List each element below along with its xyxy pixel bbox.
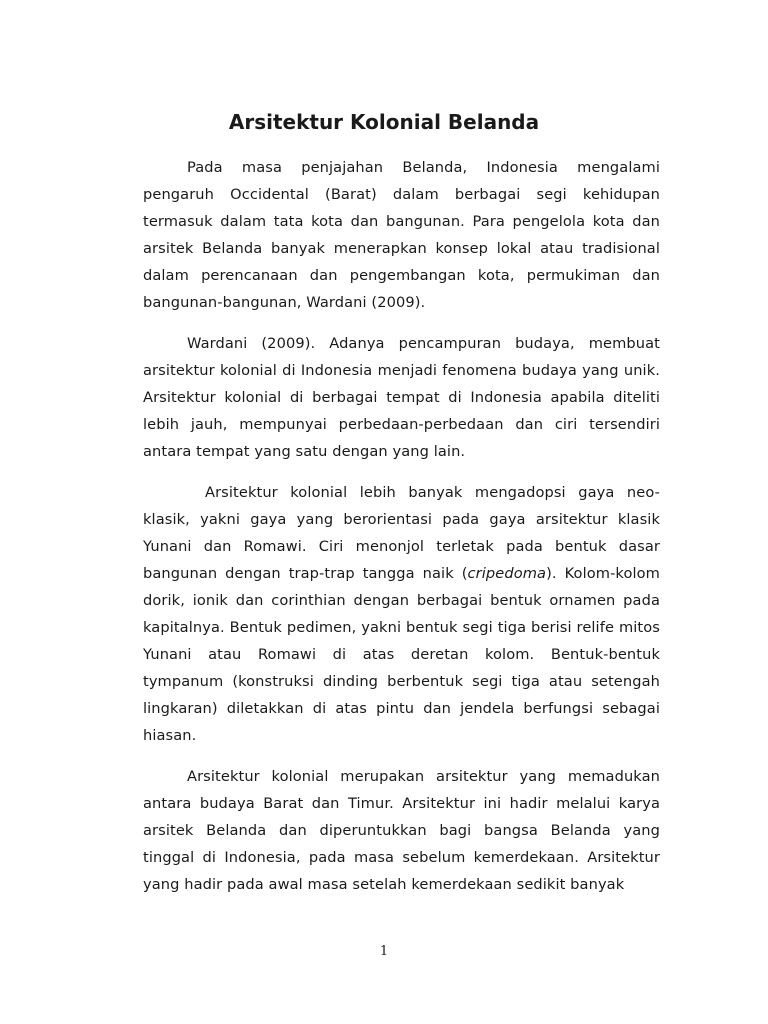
paragraph-2: Wardani (2009). Adanya pencampuran budaya, membuat arsitektur kolonial di Indonesia menjadi fenomena budaya yang unik. Arsitektur kolonial di berbagai tempat di Indonesia apabila diteliti lebih jauh, mempunyai perbedaan-perbedaan dan ciri tersendiri antara tempat yang satu dengan yang lain. <box>143 335 660 460</box>
page-title: Arsitektur Kolonial Belanda <box>228 110 540 134</box>
page-number: 1 <box>379 944 389 959</box>
paragraph-4: Arsitektur kolonial merupakan arsitektur yang memadukan antara budaya Barat dan Timur. Arsitektur ini hadir melalui karya arsitek Belanda dan diperuntukkan bagi bangsa Belanda yang tinggal di Indonesia, pada masa sebelum kemerdekaan. Arsitektur yang hadir pada awal masa setelah kemerdekaan sedikit banyak <box>143 768 660 893</box>
paragraph-3-text-end: ). Kolom-kolom dorik, ionik dan corinthian dengan berbagai bentuk ornamen pada kapitalnya. Bentuk pedimen, yakni bentuk segi tiga berisi relife mitos Yunani atau Romawi di atas deretan kolom. Bentuk-bentuk tympanum (konstruksi dinding berbentuk segi tiga atau setengah lingkaran) diletakkan di atas pintu dan jendela berfungsi sebagai hiasan. <box>143 565 660 744</box>
paragraph-3 <box>143 479 660 749</box>
paragraph-3-italic-term: cripedoma <box>467 565 547 582</box>
paragraph-3-text-start: Arsitektur kolonial lebih banyak mengadopsi gaya neo-klasik, yakni gaya yang berorientasi pada gaya arsitektur klasik Yunani dan Romawi. Ciri menonjol terletak pada bentuk dasar bangunan dengan trap-trap tangga naik ( <box>143 484 660 582</box>
paragraph-1: Pada masa penjajahan Belanda, Indonesia mengalami pengaruh Occidental (Barat) dalam berbagai segi kehidupan termasuk dalam tata kota dan bangunan. Para pengelola kota dan arsitek Belanda banyak menerapkan konsep lokal atau tradisional dalam perencanaan dan pengembangan kota, permukiman dan bangunan-bangunan, Wardani (2009). <box>143 159 660 311</box>
